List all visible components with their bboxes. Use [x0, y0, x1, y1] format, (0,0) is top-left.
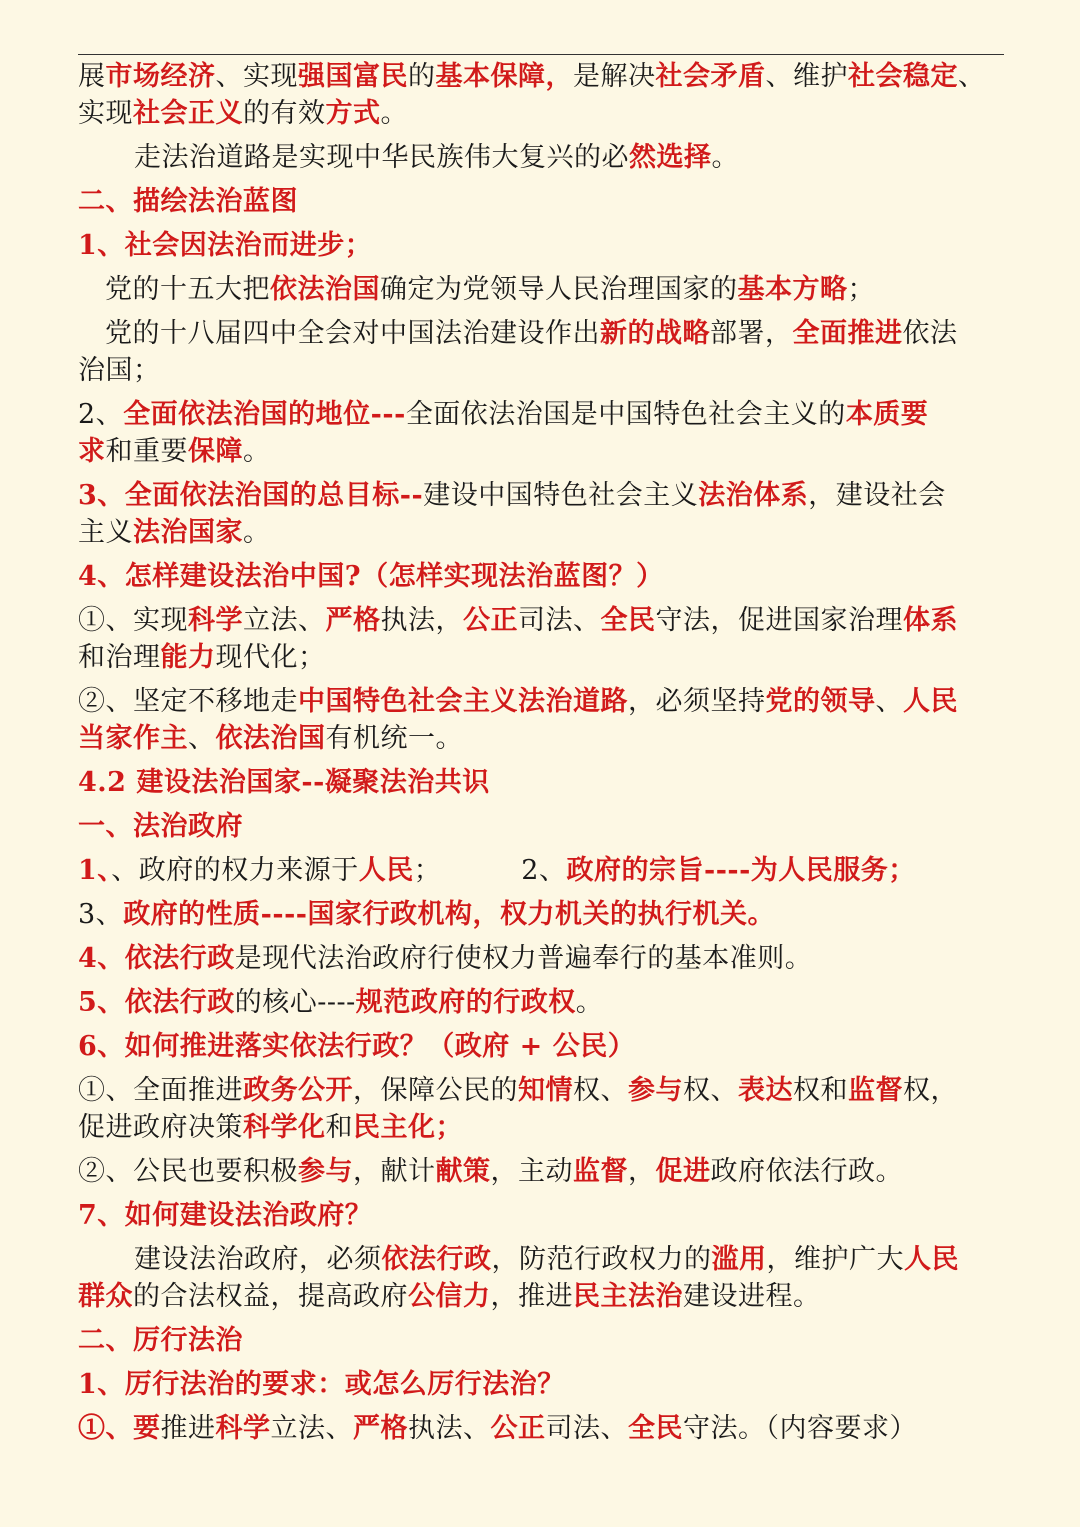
body-text: 、: [875, 686, 903, 717]
body-text: 和治理: [78, 642, 161, 673]
body-text: 政府依法行政。: [710, 1156, 903, 1187]
body-text: 、实现: [215, 61, 298, 92]
body-text: 权和: [793, 1075, 848, 1106]
body-text: 。: [380, 98, 408, 129]
highlight-text: 党的领导: [765, 686, 876, 717]
body-text: ，防范行政权力的: [491, 1244, 712, 1275]
text-line: [78, 1410, 1004, 1447]
highlight-text: 社会矛盾: [655, 61, 766, 92]
highlight-text: 社会正义: [133, 98, 243, 129]
body-text: 立法、: [243, 605, 326, 636]
body-text: 部署，: [710, 318, 793, 349]
highlight-text: 参与: [628, 1075, 683, 1106]
text-line: [78, 271, 1004, 308]
body-text: 守法，促进国家治理: [655, 605, 903, 636]
highlight-text: 民主化；: [353, 1112, 463, 1143]
body-text: 党的十八届四中全会对中国法治建设作出: [105, 318, 600, 349]
highlight-text: 监督: [573, 1156, 628, 1187]
body-text: 、政府的权力来源于: [111, 855, 359, 886]
body-text: ①、全面推进: [78, 1075, 243, 1106]
body-text: 现代化；: [215, 642, 326, 673]
body-text: 权、: [683, 1075, 738, 1106]
section-heading: [78, 558, 1004, 595]
highlight-text: 4、依法行政: [78, 943, 235, 974]
text-line: [78, 1072, 1004, 1109]
body-text: 推进: [160, 1413, 216, 1444]
highlight-text: 依法行政: [381, 1244, 492, 1275]
body-text: ，保障公民的: [353, 1075, 518, 1106]
body-text: 、: [958, 61, 986, 92]
body-text: 建设中国特色社会主义: [423, 480, 699, 511]
highlight-text: 二、描绘法治蓝图: [78, 186, 298, 217]
highlight-text: 公信力: [408, 1281, 491, 1312]
highlight-text: 当家作主: [78, 723, 188, 754]
highlight-text: 体系: [903, 605, 958, 636]
body-text: 。: [243, 517, 271, 548]
highlight-text: 一、法治政府: [78, 811, 243, 842]
body-text: 建设进程。: [683, 1281, 821, 1312]
body-text: 党的十五大把: [105, 274, 270, 305]
highlight-text: 法治体系: [698, 480, 809, 511]
body-text: 的合法权益，提高政府: [133, 1281, 408, 1312]
highlight-text: 1、: [78, 855, 112, 886]
text-line: [78, 396, 1004, 433]
body-text: 。: [575, 987, 604, 1018]
highlight-text: 新的战略: [600, 318, 710, 349]
highlight-text: 全民: [628, 1413, 683, 1444]
body-text: 促进政府决策: [78, 1112, 243, 1143]
highlight-text: 3、全面依法治国的总目标--: [78, 480, 424, 511]
highlight-text: 献策: [435, 1156, 491, 1187]
highlight-text: 规范政府的行政权: [355, 987, 576, 1018]
text-line: [78, 58, 1004, 95]
section-heading: [78, 808, 1004, 845]
highlight-text: 科学: [215, 1413, 271, 1444]
text-line: [78, 852, 1004, 889]
body-text: 主义: [78, 517, 133, 548]
text-line: [78, 940, 1004, 977]
section-heading: [78, 1366, 1004, 1403]
text-line: [78, 433, 1004, 470]
body-text: ，维护广大: [766, 1244, 904, 1275]
body-text: ②、公民也要积极: [78, 1156, 298, 1187]
body-text: 2、: [521, 855, 567, 886]
body-text: 的有效: [243, 98, 326, 129]
highlight-text: 全民: [600, 605, 656, 636]
highlight-text: 4、怎样建设法治中国?（怎样实现法治蓝图？）: [78, 561, 664, 592]
body-text: 全面依法治国是中国特色社会主义的: [405, 399, 846, 430]
body-text: 展: [78, 61, 106, 92]
body-text: 走法治道路是实现中华民族伟大复兴的必: [134, 142, 629, 173]
body-text: 立法、: [270, 1413, 353, 1444]
highlight-text: 法治国家: [133, 517, 243, 548]
body-text: ，必须坚持: [628, 686, 766, 717]
body-text: 权、: [573, 1075, 628, 1106]
body-text: 实现: [78, 98, 133, 129]
document-body: [78, 58, 1004, 1447]
body-text: 2、: [78, 399, 124, 430]
text-line: [78, 602, 1004, 639]
section-heading: [78, 1322, 1004, 1359]
body-text: 、: [188, 723, 216, 754]
highlight-text: 社会稳定: [848, 61, 958, 92]
highlight-text: 6、如何推进落实依法行政？（政府 + 公民）: [78, 1031, 636, 1062]
body-text: 权，: [903, 1075, 958, 1106]
body-text: ②、坚定不移地走: [78, 686, 298, 717]
highlight-text: 群众: [78, 1281, 133, 1312]
body-text: ，主动: [490, 1156, 573, 1187]
text-line: [78, 315, 1004, 352]
text-line: [78, 514, 1004, 551]
body-text: ，建设社会: [808, 480, 946, 511]
highlight-text: 人民: [358, 855, 414, 886]
body-text: 建设法治政府，必须: [134, 1244, 382, 1275]
highlight-text: 严格: [325, 605, 381, 636]
highlight-text: 民主法治: [573, 1281, 683, 1312]
highlight-text: 滥用: [711, 1244, 767, 1275]
body-text: 、维护: [765, 61, 848, 92]
text-line: [78, 477, 1004, 514]
text-line: [78, 1153, 1004, 1190]
highlight-text: 5、依法行政: [78, 987, 235, 1018]
text-line: [78, 95, 1004, 132]
text-line: [78, 720, 1004, 757]
body-text: 有机统一。: [325, 723, 463, 754]
highlight-text: 4.2 建设法治国家--凝聚法治共识: [78, 767, 490, 798]
highlight-text: 二、厉行法治: [78, 1325, 243, 1356]
highlight-text: 中国特色社会主义法治道路: [298, 686, 628, 717]
section-heading: [78, 183, 1004, 220]
body-text: ，献计: [353, 1156, 436, 1187]
highlight-text: 依法治国: [270, 274, 380, 305]
highlight-text: 7、如何建设法治政府？: [78, 1200, 373, 1231]
highlight-text: 表达: [738, 1075, 793, 1106]
section-heading: [78, 764, 1004, 801]
highlight-text: ①、要: [78, 1413, 161, 1444]
text-line: [78, 1109, 1004, 1146]
body-text: 司法、: [545, 1413, 628, 1444]
highlight-text: 政务公开: [243, 1075, 353, 1106]
text-line: [78, 1241, 1004, 1278]
section-heading: [78, 1197, 1004, 1234]
highlight-text: 全面依法治国的地位---: [123, 399, 406, 430]
section-heading: [78, 1028, 1004, 1065]
highlight-text: 强国富民: [298, 61, 408, 92]
top-rule: [78, 54, 1004, 55]
text-line: [78, 352, 1004, 389]
text-line: [78, 1278, 1004, 1315]
highlight-text: 市场经济: [105, 61, 216, 92]
highlight-text: 公正: [463, 605, 518, 636]
text-line: [78, 683, 1004, 720]
body-text: 。: [711, 142, 739, 173]
body-text: 守法。（内容要求）: [683, 1413, 917, 1444]
text-line: [78, 139, 1004, 176]
body-text: ，推进: [490, 1281, 573, 1312]
highlight-text: 知情: [518, 1075, 573, 1106]
highlight-text: 依法治国: [215, 723, 326, 754]
highlight-text: 能力: [160, 642, 216, 673]
highlight-text: 公正: [490, 1413, 546, 1444]
highlight-text: 1、社会因法治而进步；: [78, 230, 373, 261]
body-text: ；: [413, 855, 442, 886]
highlight-text: 全面推进: [792, 318, 903, 349]
highlight-text: 人民: [903, 686, 958, 717]
body-text: ；: [847, 274, 875, 305]
highlight-text: 严格: [353, 1413, 408, 1444]
highlight-text: 参与: [298, 1156, 353, 1187]
body-text: 。: [243, 436, 271, 467]
section-heading: [78, 227, 1004, 264]
highlight-text: 求: [78, 436, 106, 467]
highlight-text: 科学: [188, 605, 243, 636]
highlight-text: 然选择: [629, 142, 712, 173]
body-text: 治国；: [78, 355, 161, 386]
body-text: 是解决: [573, 61, 656, 92]
body-text: 和: [325, 1112, 353, 1143]
body-text: 的核心----: [234, 987, 356, 1018]
body-text: 和重要: [105, 436, 188, 467]
highlight-text: 保障: [188, 436, 243, 467]
body-text: 确定为党领导人民治理国家的: [380, 274, 738, 305]
body-text: 是现代法治政府行使权力普遍奉行的基本准则。: [234, 943, 813, 974]
body-text: 的: [408, 61, 436, 92]
highlight-text: 促进: [655, 1156, 711, 1187]
body-text: ①、实现: [78, 605, 188, 636]
text-line: [78, 984, 1004, 1021]
highlight-text: 1、厉行法治的要求：或怎么厉行法治？: [78, 1369, 565, 1400]
highlight-text: 科学化: [243, 1112, 326, 1143]
highlight-text: 基本方略: [737, 274, 848, 305]
text-line: [78, 896, 1004, 933]
body-text: 依法: [902, 318, 958, 349]
highlight-text: 基本保障，: [435, 61, 573, 92]
text-line: [78, 639, 1004, 676]
body-text: ，: [628, 1156, 656, 1187]
body-text: 司法、: [518, 605, 601, 636]
highlight-text: 政府的宗旨----为人民服务；: [566, 855, 916, 886]
body-text: 执法，: [380, 605, 463, 636]
highlight-text: 方式: [325, 98, 381, 129]
body-text: 3、: [78, 899, 124, 930]
highlight-text: 监督: [848, 1075, 903, 1106]
highlight-text: 政府的性质----国家行政机构，权力机关的执行机关。: [123, 899, 776, 930]
highlight-text: 人民: [904, 1244, 959, 1275]
body-text: 执法、: [408, 1413, 491, 1444]
highlight-text: 本质要: [845, 399, 929, 430]
